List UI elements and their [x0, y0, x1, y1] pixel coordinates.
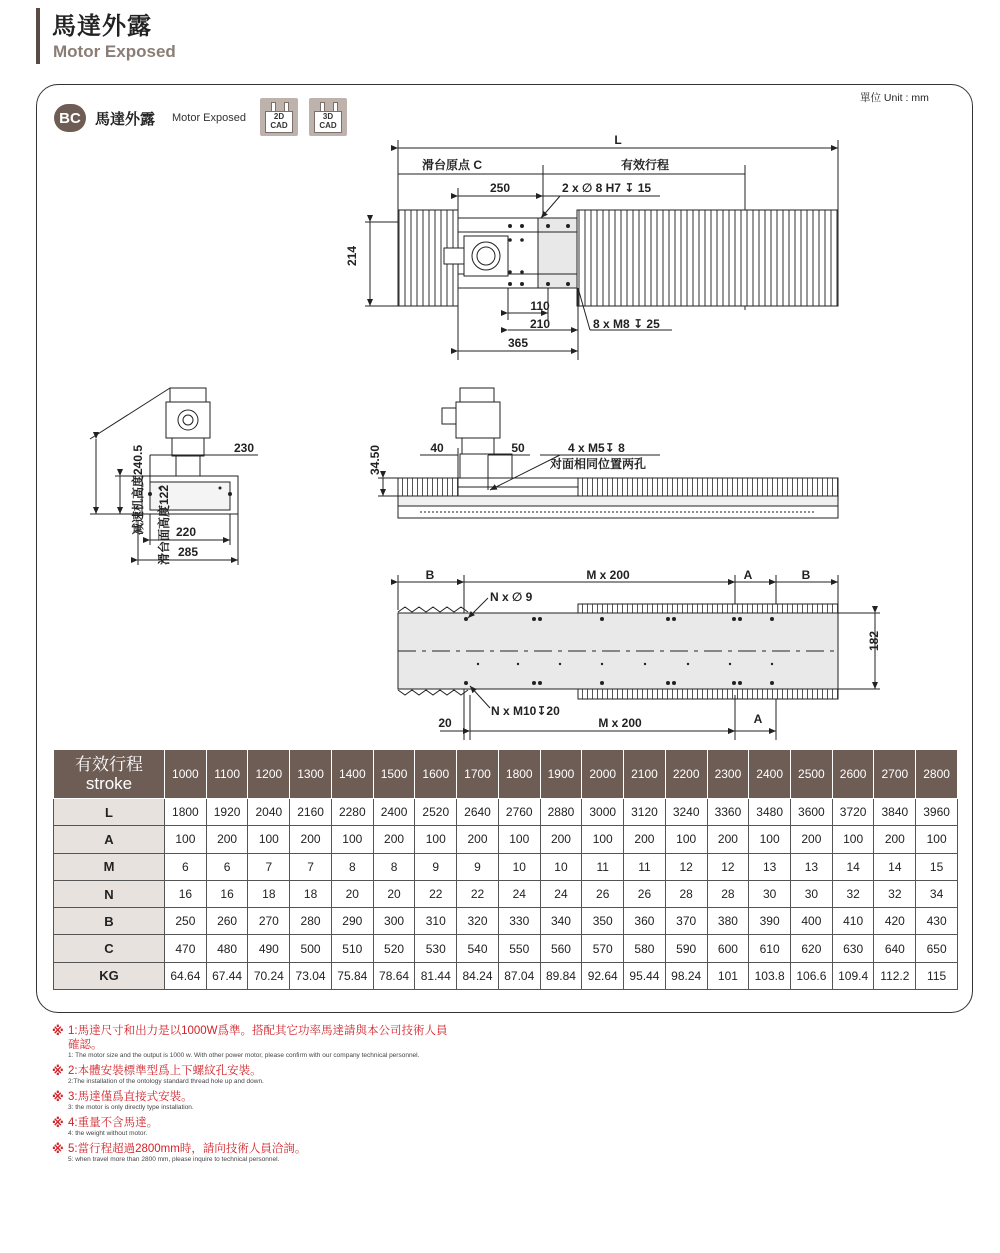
table-cell: 10 — [498, 853, 540, 880]
table-cell: 380 — [707, 908, 749, 935]
dim-34-50: 34.50 — [368, 444, 382, 476]
table-cell: 14 — [874, 853, 916, 880]
table-cell: 26 — [582, 880, 624, 907]
note-item — [52, 1090, 452, 1112]
stroke-spec-table — [53, 749, 958, 990]
table-cell: 100 — [248, 826, 290, 853]
table-cell: 16 — [165, 880, 207, 907]
table-cell: 14 — [832, 853, 874, 880]
dim-182: 182 — [867, 630, 881, 652]
table-cell: 3840 — [874, 799, 916, 826]
stroke-header-cell: 2800 — [916, 750, 958, 799]
table-cell: 7 — [290, 853, 332, 880]
table-cell: 350 — [582, 908, 624, 935]
stroke-header-cell: 1600 — [415, 750, 457, 799]
table-cell: 200 — [206, 826, 248, 853]
note-zh: 4:重量不含馬達。 — [68, 1117, 159, 1129]
stroke-header-cell: 1700 — [457, 750, 499, 799]
table-cell: 340 — [540, 908, 582, 935]
note-en: 2:The installation of the ontology standard thread hole up and down. — [68, 1078, 264, 1085]
table-cell: 28 — [707, 880, 749, 907]
stroke-header-cell: 1400 — [331, 750, 373, 799]
table-cell: 2520 — [415, 799, 457, 826]
row-label: A — [54, 826, 165, 853]
table-cell: 470 — [165, 935, 207, 962]
table-cell: 390 — [749, 908, 791, 935]
stroke-header-cell: 1000 — [165, 750, 207, 799]
table-row — [54, 962, 958, 989]
table-cell: 200 — [874, 826, 916, 853]
table-cell: 100 — [331, 826, 373, 853]
table-cell: 7 — [248, 853, 290, 880]
table-cell: 530 — [415, 935, 457, 962]
table-cell: 370 — [665, 908, 707, 935]
table-cell: 87.04 — [498, 962, 540, 989]
table-cell: 100 — [665, 826, 707, 853]
table-cell: 3480 — [749, 799, 791, 826]
table-cell: 81.44 — [415, 962, 457, 989]
row-label: N — [54, 880, 165, 907]
stroke-header-cell: 2000 — [582, 750, 624, 799]
header-label-zh: 有效行程 — [75, 755, 143, 774]
dim-210: 210 — [529, 317, 551, 331]
table-cell: 2880 — [540, 799, 582, 826]
table-cell: 2160 — [290, 799, 332, 826]
dim-A-top: A — [743, 568, 753, 582]
hole-spec-N: N x ∅ 9 — [490, 590, 533, 604]
table-cell: 200 — [373, 826, 415, 853]
note-item — [52, 1024, 452, 1060]
table-cell: 78.64 — [373, 962, 415, 989]
table-cell: 360 — [624, 908, 666, 935]
cad-3d-label: 3D CAD — [314, 111, 342, 133]
end-view — [90, 388, 258, 565]
note-zh: 2:本體安裝標準型爲上下螺紋孔安裝。 — [68, 1065, 262, 1077]
table-cell: 100 — [832, 826, 874, 853]
table-cell: 430 — [916, 908, 958, 935]
table-cell: 84.24 — [457, 962, 499, 989]
hole-spec-3: 4 x M5↧ 8 — [568, 441, 625, 455]
note-mark: ※ — [52, 1024, 64, 1038]
row-label: M — [54, 853, 165, 880]
stroke-header-cell: 1300 — [290, 750, 332, 799]
table-cell: 550 — [498, 935, 540, 962]
table-cell: 640 — [874, 935, 916, 962]
hole-spec-M10: N x M10↧20 — [491, 704, 560, 718]
dim-110: 110 — [530, 299, 550, 313]
table-cell: 400 — [791, 908, 833, 935]
table-cell: 100 — [749, 826, 791, 853]
table-cell: 200 — [791, 826, 833, 853]
table-cell: 13 — [749, 853, 791, 880]
dim-A-bottom: A — [753, 712, 763, 726]
table-cell: 320 — [457, 908, 499, 935]
table-cell: 540 — [457, 935, 499, 962]
note-zh: 1:馬達尺寸和出力是以1000W爲準。搭配其它功率馬達請與本公司技術人員確認。 — [68, 1025, 448, 1051]
table-cell: 310 — [415, 908, 457, 935]
stroke-header-cell: 2300 — [707, 750, 749, 799]
table-cell: 32 — [832, 880, 874, 907]
table-cell: 28 — [665, 880, 707, 907]
table-cell: 30 — [791, 880, 833, 907]
table-cell: 100 — [582, 826, 624, 853]
table-cell: 22 — [415, 880, 457, 907]
table-cell: 630 — [832, 935, 874, 962]
note-mark: ※ — [52, 1116, 64, 1130]
table-cell: 8 — [331, 853, 373, 880]
note-item — [52, 1116, 452, 1138]
note-zh: 3:馬達僅爲直接式安裝。 — [68, 1091, 193, 1103]
cad-2d-label: 2D CAD — [265, 111, 293, 133]
table-cell: 16 — [206, 880, 248, 907]
dim-L: L — [614, 133, 622, 147]
table-cell: 3360 — [707, 799, 749, 826]
dim-40: 40 — [430, 441, 444, 455]
page-subtitle: Motor Exposed — [53, 42, 176, 61]
label-origin: 滑台原点 C — [421, 158, 483, 172]
stroke-header-cell: 2600 — [832, 750, 874, 799]
table-header-row — [54, 750, 958, 799]
table-cell: 570 — [582, 935, 624, 962]
table-cell: 18 — [290, 880, 332, 907]
header-label-en: stroke — [85, 774, 133, 793]
table-cell: 270 — [248, 908, 290, 935]
table-cell: 67.44 — [206, 962, 248, 989]
table-cell: 24 — [540, 880, 582, 907]
table-header-label — [54, 750, 165, 799]
note-item — [52, 1142, 452, 1164]
hole-spec-2: 8 x M8 ↧ 25 — [593, 317, 660, 331]
table-cell: 30 — [749, 880, 791, 907]
table-cell: 580 — [624, 935, 666, 962]
row-label: L — [54, 799, 165, 826]
table-cell: 75.84 — [331, 962, 373, 989]
table-cell: 420 — [874, 908, 916, 935]
table-cell: 24 — [498, 880, 540, 907]
note-en: 3: the motor is only directly type installation. — [68, 1104, 194, 1111]
table-cell: 64.64 — [165, 962, 207, 989]
row-label: C — [54, 935, 165, 962]
table-cell: 8 — [373, 853, 415, 880]
table-row — [54, 908, 958, 935]
table-cell: 2400 — [373, 799, 415, 826]
table-row — [54, 935, 958, 962]
dim-M-top: M x 200 — [586, 568, 630, 582]
table-row — [54, 799, 958, 826]
dim-220: 220 — [175, 525, 197, 539]
table-cell: 510 — [331, 935, 373, 962]
page-title: 馬達外露 — [52, 13, 152, 40]
table-cell: 6 — [206, 853, 248, 880]
table-cell: 34 — [916, 880, 958, 907]
note-item — [52, 1064, 452, 1086]
table-cell: 200 — [624, 826, 666, 853]
table-cell: 100 — [916, 826, 958, 853]
note-mark: ※ — [52, 1064, 64, 1078]
table-cell: 73.04 — [290, 962, 332, 989]
table-cell: 100 — [498, 826, 540, 853]
table-cell: 200 — [457, 826, 499, 853]
table-cell: 98.24 — [665, 962, 707, 989]
note-en: 5: when travel more than 2800 mm, please inquire to technical personnel. — [68, 1156, 280, 1163]
table-cell: 115 — [916, 962, 958, 989]
model-badge: BC — [54, 104, 86, 132]
table-cell: 112.2 — [874, 962, 916, 989]
table-row — [54, 826, 958, 853]
table-cell: 260 — [206, 908, 248, 935]
table-cell: 32 — [874, 880, 916, 907]
table-cell: 2640 — [457, 799, 499, 826]
note-mark: ※ — [52, 1090, 64, 1104]
unit-label: 單位 Unit : mm — [860, 92, 929, 104]
table-cell: 200 — [290, 826, 332, 853]
dim-230: 230 — [233, 441, 255, 455]
section-subtitle: Motor Exposed — [172, 112, 246, 124]
table-cell: 650 — [916, 935, 958, 962]
stroke-header-cell: 1100 — [206, 750, 248, 799]
dim-250: 250 — [489, 181, 511, 195]
table-cell: 109.4 — [832, 962, 874, 989]
stroke-header-cell: 2100 — [624, 750, 666, 799]
table-cell: 12 — [707, 853, 749, 880]
table-cell: 6 — [165, 853, 207, 880]
dim-B-left: B — [425, 568, 435, 582]
table-cell: 3120 — [624, 799, 666, 826]
table-cell: 3720 — [832, 799, 874, 826]
table-cell: 280 — [290, 908, 332, 935]
table-cell: 1800 — [165, 799, 207, 826]
table-cell: 3000 — [582, 799, 624, 826]
table-cell: 12 — [665, 853, 707, 880]
stroke-header-cell: 1900 — [540, 750, 582, 799]
dim-214: 214 — [345, 245, 359, 267]
note-en: 4: the weight without motor. — [68, 1130, 148, 1137]
table-cell: 600 — [707, 935, 749, 962]
table-cell: 15 — [916, 853, 958, 880]
table-cell: 3240 — [665, 799, 707, 826]
table-cell: 92.64 — [582, 962, 624, 989]
stroke-header-cell: 1500 — [373, 750, 415, 799]
table-cell: 500 — [290, 935, 332, 962]
table-cell: 1920 — [206, 799, 248, 826]
row-label: B — [54, 908, 165, 935]
stroke-header-cell: 2500 — [791, 750, 833, 799]
stroke-header-cell: 1200 — [248, 750, 290, 799]
dim-B-right: B — [801, 568, 811, 582]
gearbox-height-label: 减速机高度240.5 — [131, 444, 145, 536]
table-cell: 11 — [624, 853, 666, 880]
table-cell: 560 — [540, 935, 582, 962]
table-cell: 3960 — [916, 799, 958, 826]
note-mark: ※ — [52, 1142, 64, 1156]
table-cell: 300 — [373, 908, 415, 935]
table-cell: 70.24 — [248, 962, 290, 989]
table-cell: 106.6 — [791, 962, 833, 989]
table-cell: 610 — [749, 935, 791, 962]
section-title: 馬達外露 — [95, 111, 156, 128]
table-cell: 520 — [373, 935, 415, 962]
row-label: KG — [54, 962, 165, 989]
hole-spec-3-note: 对面相同位置两孔 — [550, 457, 647, 471]
table-cell: 9 — [457, 853, 499, 880]
table-cell: 2280 — [331, 799, 373, 826]
table-cell: 2760 — [498, 799, 540, 826]
stroke-header-cell: 2400 — [749, 750, 791, 799]
table-cell: 11 — [582, 853, 624, 880]
hole-spec-1: 2 x ∅ 8 H7 ↧ 15 — [562, 181, 652, 195]
stroke-header-cell: 1800 — [498, 750, 540, 799]
table-cell: 26 — [624, 880, 666, 907]
table-cell: 490 — [248, 935, 290, 962]
table-cell: 620 — [791, 935, 833, 962]
table-cell: 95.44 — [624, 962, 666, 989]
table-cell: 480 — [206, 935, 248, 962]
table-cell: 22 — [457, 880, 499, 907]
stroke-header-cell: 2700 — [874, 750, 916, 799]
table-cell: 250 — [165, 908, 207, 935]
table-row — [54, 853, 958, 880]
table-cell: 290 — [331, 908, 373, 935]
table-cell: 20 — [373, 880, 415, 907]
label-stroke: 有效行程 — [620, 158, 670, 172]
table-cell: 2040 — [248, 799, 290, 826]
dim-285: 285 — [177, 545, 199, 559]
dim-50: 50 — [511, 441, 525, 455]
table-cell: 103.8 — [749, 962, 791, 989]
table-cell: 10 — [540, 853, 582, 880]
table-cell: 18 — [248, 880, 290, 907]
table-row — [54, 880, 958, 907]
table-cell: 20 — [331, 880, 373, 907]
table-cell: 9 — [415, 853, 457, 880]
stroke-header-cell: 2200 — [665, 750, 707, 799]
table-cell: 330 — [498, 908, 540, 935]
table-cell: 100 — [415, 826, 457, 853]
table-cell: 89.84 — [540, 962, 582, 989]
dim-20: 20 — [438, 716, 452, 730]
table-cell: 3600 — [791, 799, 833, 826]
table-cell: 200 — [540, 826, 582, 853]
table-cell: 410 — [832, 908, 874, 935]
note-en: 1: The motor size and the output is 1000 w. With other power motor, please confirm with our company technical personnel. — [68, 1052, 420, 1059]
table-cell: 590 — [665, 935, 707, 962]
note-zh: 5:當行程超過2800mm時，請向技術人員洽詢。 — [68, 1143, 307, 1155]
notes-list — [52, 1024, 452, 1168]
dim-M-bottom: M x 200 — [598, 716, 642, 730]
slide-height-label: 滑台面高度122 — [157, 484, 171, 566]
table-cell: 200 — [707, 826, 749, 853]
table-cell: 100 — [165, 826, 207, 853]
table-cell: 101 — [707, 962, 749, 989]
table-cell: 13 — [791, 853, 833, 880]
dim-365: 365 — [507, 336, 529, 350]
